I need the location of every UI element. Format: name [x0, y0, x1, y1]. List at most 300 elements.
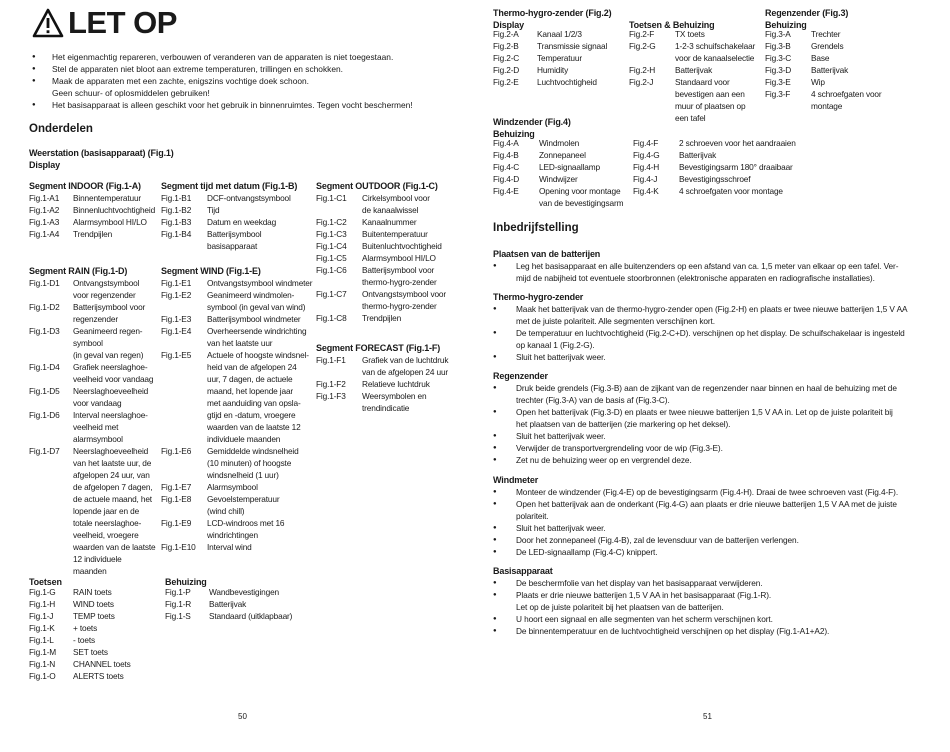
figure-description: 2 schroeven voor het aandraaien — [679, 138, 796, 148]
step-item — [493, 522, 898, 534]
list-item — [161, 337, 316, 349]
list-item — [765, 100, 915, 112]
bullet-icon: ● — [32, 54, 36, 60]
list-item — [161, 529, 316, 541]
bullet-icon: ● — [493, 445, 497, 451]
figure-ref: Fig.1-B3 — [161, 217, 192, 227]
list-item — [161, 385, 316, 397]
list-item — [629, 52, 764, 64]
bullet-icon: ● — [493, 537, 497, 543]
figure-ref: Fig.1-C1 — [316, 193, 347, 203]
figure-description: Batterijsymbool — [207, 229, 262, 239]
bullet-icon: ● — [493, 592, 497, 598]
list-item — [316, 312, 466, 324]
batteries-title: Plaatsen van de batterijen — [493, 249, 601, 259]
list-item — [316, 204, 466, 216]
figure-ref: Fig.1-B2 — [161, 205, 192, 215]
figure-ref: Fig.4-H — [633, 162, 660, 172]
list-item — [29, 658, 159, 670]
figure-description: Kanaal 1/2/3 — [537, 29, 582, 39]
list-item — [165, 586, 315, 598]
figure-ref: Fig.1-C6 — [316, 265, 347, 275]
step-text: Maak het batterijvak van de thermo-hygro-zender open (Fig.2-H) en plaats er twee nieuwe batterijen 1,5 V AA — [516, 304, 908, 314]
step-text: De LED-signaallamp (Fig.4-C) knippert. — [516, 547, 658, 557]
figure-ref: Fig.1-R — [165, 599, 192, 609]
list-item — [29, 646, 159, 658]
page-number: 50 — [238, 712, 247, 721]
figure-description: Zonnepaneel — [539, 150, 586, 160]
figure-description: voor vandaag — [73, 398, 122, 408]
figure-description: Relatieve luchtdruk — [362, 379, 430, 389]
list-item — [29, 493, 164, 505]
bullet-icon: ● — [493, 628, 497, 634]
figure-ref: Fig.4-K — [633, 186, 659, 196]
list-item — [29, 529, 164, 541]
list-item — [29, 586, 159, 598]
figure-description: maanden — [73, 566, 107, 576]
wind-sender-list-left — [493, 137, 633, 209]
rain-title: Segment RAIN (Fig.1-D) — [29, 266, 128, 276]
figure-description: 12 individuele — [73, 554, 122, 564]
step-item — [493, 382, 897, 406]
figure-ref: Fig.4-E — [493, 186, 519, 196]
figure-description: Tijd — [207, 205, 220, 215]
figure-description: (wind chill) — [207, 506, 245, 516]
figure-description: symbool (in geval van wind) — [207, 302, 306, 312]
bullet-icon: ● — [493, 549, 497, 555]
list-item — [316, 402, 466, 414]
list-item — [29, 325, 164, 337]
page-number: 51 — [703, 712, 712, 721]
list-item — [161, 228, 311, 240]
list-item — [316, 240, 466, 252]
figure-description: Geanimeerd regen- — [73, 326, 143, 336]
figure-ref: Fig.1-E8 — [161, 494, 192, 504]
figure-description: SET toets — [73, 647, 108, 657]
step-text: Open het batterijvak aan de onderkant (Fig.4-G) aan plaats er drie nieuwe batterijen 1,5 V AA met de juiste — [516, 499, 897, 509]
figure-ref: Fig.1-N — [29, 659, 56, 669]
figure-description: van de afgelopen 24 uur — [362, 367, 449, 377]
list-item — [161, 192, 311, 204]
figure-ref: Fig.1-G — [29, 587, 56, 597]
wind-steps — [493, 486, 898, 558]
bullet-icon: ● — [493, 409, 497, 415]
list-item — [765, 76, 915, 88]
thermo-display-label: Display — [493, 20, 524, 30]
step-text: trechter (Fig.3-A) van de basis af (Fig.3-C). — [516, 395, 670, 405]
list-item — [316, 288, 466, 300]
figure-description: Trendpijlen — [73, 229, 113, 239]
figure-description: uur, 7 dagen, de actuele — [207, 374, 293, 384]
figure-ref: Fig.1-D2 — [29, 302, 60, 312]
indoor-title: Segment INDOOR (Fig.1-A) — [29, 181, 141, 191]
figure-ref: Fig.1-L — [29, 635, 54, 645]
figure-description: Opening voor montage — [539, 186, 621, 196]
list-item — [765, 28, 915, 40]
list-item — [161, 325, 316, 337]
list-item — [29, 204, 164, 216]
figure-description: Alarmsymbool HI/LO — [362, 253, 436, 263]
figure-ref: Fig.1-E1 — [161, 278, 192, 288]
figure-description: Buitentemperatuur — [362, 229, 428, 239]
figure-description: veelheid, vroegere — [73, 530, 139, 540]
step-text: Sluit het batterijvak weer. — [516, 523, 606, 533]
figure-ref: Fig.3-D — [765, 65, 792, 75]
list-item — [316, 390, 466, 402]
step-text: De beschermfolie van het display van het basisapparaat verwijderen. — [516, 578, 763, 588]
bullet-icon: ● — [493, 433, 497, 439]
list-item — [161, 445, 316, 457]
step-item — [493, 327, 907, 351]
list-item — [29, 445, 164, 457]
list-item — [29, 349, 164, 361]
figure-ref: Fig.1-A4 — [29, 229, 60, 239]
list-item — [161, 373, 316, 385]
bullet-icon: ● — [493, 263, 497, 269]
step-item — [493, 351, 907, 363]
figure-description: Alarmsymbool HI/LO — [73, 217, 147, 227]
step-text: Druk beide grendels (Fig.3-B) aan de zijkant van de regenzender naar binnen en haal de behuizing met de — [516, 383, 897, 393]
figure-ref: Fig.1-E6 — [161, 446, 192, 456]
list-item — [29, 313, 164, 325]
list-item — [493, 40, 628, 52]
list-item — [29, 277, 164, 289]
wind-sub-title: Windmeter — [493, 475, 539, 485]
figure-ref: Fig.2-C — [493, 53, 520, 63]
step-text: De temperatuur en luchtvochtigheid (Fig.2-C+D). verschijnen op het display. De schuifschakelaar is ingesteld — [516, 328, 905, 338]
rain-sub-title: Regenzender — [493, 371, 548, 381]
list-item — [629, 112, 764, 124]
figure-ref: Fig.2-B — [493, 41, 519, 51]
list-item — [633, 185, 813, 197]
right-page — [475, 0, 950, 752]
figure-ref: Fig.1-J — [29, 611, 54, 621]
step-item — [493, 577, 829, 589]
thermo-title: Thermo-hygro-zender (Fig.2) — [493, 8, 612, 18]
list-item — [161, 301, 316, 313]
step-text: Let op de juiste polariteit bij het plaatsen van de batterijen. — [516, 602, 724, 612]
figure-ref: Fig.1-F1 — [316, 355, 346, 365]
list-item — [633, 161, 813, 173]
figure-ref: Fig.2-E — [493, 77, 519, 87]
figure-description: Luchtvochtigheid — [537, 77, 597, 87]
figure-description: Batterijsymbool windmeter — [207, 314, 301, 324]
list-item — [29, 385, 164, 397]
list-item — [629, 76, 764, 88]
list-item — [629, 88, 764, 100]
warning-text: Maak de apparaten met een zachte, enigszins vochtige doek schoon. — [52, 76, 309, 86]
list-item — [316, 216, 466, 228]
list-item — [29, 481, 164, 493]
warning-triangle-icon — [32, 8, 64, 38]
rain-sender-list — [765, 28, 915, 112]
list-item — [161, 361, 316, 373]
figure-description: Standaard voor — [675, 77, 730, 87]
thermo-keys-list — [629, 28, 764, 124]
housing-title: Behuizing — [165, 577, 207, 587]
figure-description: DCF-ontvangstsymbool — [207, 193, 291, 203]
figure-description: TEMP toets — [73, 611, 115, 621]
keys-title: Toetsen — [29, 577, 62, 587]
list-item — [29, 361, 164, 373]
figure-description: van de bevestigingsarm — [539, 198, 624, 208]
figure-description: gtijd en -datum, vroegere — [207, 410, 296, 420]
figure-description: heid van de afgelopen 24 — [207, 362, 297, 372]
time-title: Segment tijd met datum (Fig.1-B) — [161, 181, 298, 191]
figure-ref: Fig.4-G — [633, 150, 660, 160]
indoor-list — [29, 192, 164, 240]
bullet-icon: ● — [32, 78, 36, 84]
figure-ref: Fig.1-D3 — [29, 326, 60, 336]
list-item — [161, 541, 316, 553]
figure-description: de kanaalwissel — [362, 205, 419, 215]
list-item — [765, 64, 915, 76]
figure-description: Windwijzer — [539, 174, 578, 184]
list-item — [316, 228, 466, 240]
page-title: LET OP — [68, 5, 177, 40]
figure-description: Grendels — [811, 41, 844, 51]
figure-ref: Fig.1-P — [165, 587, 191, 597]
step-text: polariteit. — [516, 511, 549, 521]
list-item — [161, 277, 316, 289]
figure-description: thermo-hygro-zender — [362, 301, 437, 311]
bullet-icon: ● — [493, 525, 497, 531]
list-item — [29, 505, 164, 517]
bullet-icon: ● — [32, 102, 36, 108]
figure-description: Neerslaghoeveelheid — [73, 446, 149, 456]
figure-ref: Fig.1-D1 — [29, 278, 60, 288]
step-item — [493, 486, 898, 498]
forecast-list — [316, 354, 466, 414]
figure-description: Datum en weekdag — [207, 217, 277, 227]
step-item — [493, 625, 829, 637]
figure-ref: Fig.1-C8 — [316, 313, 347, 323]
figure-description: WIND toets — [73, 599, 114, 609]
figure-description: maand, het lopende jaar — [207, 386, 294, 396]
figure-description: Gemiddelde windsnelheid — [207, 446, 299, 456]
list-item — [29, 433, 164, 445]
figure-description: Batterijvak — [209, 599, 247, 609]
figure-description: symbool — [73, 338, 103, 348]
figure-description: basisapparaat — [207, 241, 258, 251]
figure-ref: Fig.4-C — [493, 162, 520, 172]
figure-ref: Fig.2-G — [629, 41, 656, 51]
list-item — [29, 373, 164, 385]
step-text: U hoort een signaal en alle segmenten van het scherm verschijnen kort. — [516, 614, 773, 624]
list-item — [633, 149, 813, 161]
step-item — [493, 406, 897, 430]
display-label: Display — [29, 160, 60, 170]
figure-description: de actuele maand, het — [73, 494, 152, 504]
wind-housing-label: Behuizing — [493, 129, 535, 139]
step-text: Open het batterijvak (Fig.3-D) en plaats er twee nieuwe batterijen 1,5 V AA in. Let op de juiste polariteit bij — [516, 407, 893, 417]
figure-description: montage — [811, 101, 843, 111]
figure-description: CHANNEL toets — [73, 659, 131, 669]
warning-text: Stel de apparaten niet bloot aan extreme temperaturen, trillingen en schokken. — [52, 64, 343, 74]
step-text: Door het zonnepaneel (Fig.4-B), zal de levensduur van de batterijen verlengen. — [516, 535, 799, 545]
figure-ref: Fig.1-A3 — [29, 217, 60, 227]
list-item — [161, 469, 316, 481]
figure-ref: Fig.3-E — [765, 77, 791, 87]
step-text: Sluit het batterijvak weer. — [516, 431, 606, 441]
figure-description: Humidity — [537, 65, 569, 75]
figure-description: voor de kanaalselectie — [675, 53, 755, 63]
figure-description: windsnelheid (1 uur) — [207, 470, 279, 480]
list-item — [161, 240, 311, 252]
figure-ref: Fig.1-M — [29, 647, 57, 657]
station-title: Weerstation (basisapparaat) (Fig.1) — [29, 148, 174, 158]
figure-description: - toets — [73, 635, 96, 645]
step-text: Leg het basisapparaat en alle buitenzenders op een afstand van ca. 1,5 meter van elkaar op een tafel. Ver- — [516, 261, 899, 271]
list-item — [29, 553, 164, 565]
section-heading-onderdelen: Onderdelen — [29, 123, 93, 135]
figure-description: Standaard (uitklapbaar) — [209, 611, 293, 621]
figure-ref: Fig.1-D6 — [29, 410, 60, 420]
figure-description: veelheid met — [73, 422, 119, 432]
figure-description: waarden van de laatste 12 — [207, 422, 301, 432]
figure-ref: Fig.1-B1 — [161, 193, 192, 203]
list-item — [161, 505, 316, 517]
wind-list — [161, 277, 316, 553]
figure-ref: Fig.1-E5 — [161, 350, 192, 360]
figure-description: Ontvangstsymbool — [73, 278, 140, 288]
list-item — [29, 421, 164, 433]
list-item — [161, 397, 316, 409]
list-item — [493, 161, 633, 173]
bullet-icon: ● — [493, 580, 497, 586]
figure-description: 4 schroefgaten voor montage — [679, 186, 783, 196]
bullet-icon: ● — [493, 306, 497, 312]
list-item — [29, 670, 159, 682]
bullet-icon: ● — [493, 354, 497, 360]
list-item — [29, 517, 164, 529]
figure-description: de afgelopen 7 dagen, — [73, 482, 153, 492]
figure-ref: Fig.3-B — [765, 41, 791, 51]
figure-ref: Fig.4-F — [633, 138, 659, 148]
figure-description: ALERTS toets — [73, 671, 124, 681]
figure-ref: Fig.1-K — [29, 623, 55, 633]
figure-description: Batterijsymbool voor — [362, 265, 435, 275]
figure-description: trendindicatie — [362, 403, 410, 413]
step-text: met de juiste polariteit. Alle segmenten verschijnen kort. — [516, 316, 715, 326]
rain-housing-label: Behuizing — [765, 20, 807, 30]
figure-description: Trendpijlen — [362, 313, 402, 323]
figure-description: LED-signaallamp — [539, 162, 600, 172]
list-item — [165, 610, 315, 622]
list-item — [493, 52, 628, 64]
list-item — [29, 610, 159, 622]
step-text: Verwijder de transportvergrendeling voor de wip (Fig.3-E). — [516, 443, 723, 453]
figure-description: Actuele of hoogste windsnel- — [207, 350, 309, 360]
bullet-icon: ● — [493, 457, 497, 463]
figure-description: Weersymbolen en — [362, 391, 427, 401]
bullet-icon: ● — [493, 489, 497, 495]
figure-ref: Fig.1-A1 — [29, 193, 60, 203]
figure-description: Neerslaghoeveelheid — [73, 386, 149, 396]
list-item — [493, 173, 633, 185]
figure-description: Kanaalnummer — [362, 217, 417, 227]
housing-list — [165, 586, 315, 622]
step-item — [493, 498, 898, 522]
figure-ref: Fig.4-J — [633, 174, 658, 184]
figure-description: (in geval van regen) — [73, 350, 144, 360]
figure-description: Temperatuur — [537, 53, 582, 63]
step-item — [493, 442, 897, 454]
figure-ref: Fig.2-H — [629, 65, 656, 75]
figure-description: Gevoelstemperatuur — [207, 494, 280, 504]
list-item — [493, 185, 633, 197]
figure-description: Binnentemperatuur — [73, 193, 142, 203]
thermo-steps — [493, 303, 907, 363]
step-item — [493, 546, 898, 558]
list-item — [29, 289, 164, 301]
list-item — [316, 264, 466, 276]
figure-description: + toets — [73, 623, 98, 633]
list-item — [629, 100, 764, 112]
list-item — [29, 337, 164, 349]
list-item — [161, 289, 316, 301]
figure-description: Buitenluchtvochtigheid — [362, 241, 442, 251]
keys-list — [29, 586, 159, 682]
list-item — [316, 276, 466, 288]
forecast-title: Segment FORECAST (Fig.1-F) — [316, 343, 441, 353]
list-item — [493, 197, 633, 209]
figure-ref: Fig.1-E4 — [161, 326, 192, 336]
list-item — [316, 366, 466, 378]
batteries-steps — [493, 260, 898, 284]
list-item — [29, 634, 159, 646]
step-item — [493, 454, 897, 466]
figure-ref: Fig.1-C3 — [316, 229, 347, 239]
figure-description: afgelopen 24 uur, van — [73, 470, 150, 480]
figure-description: Alarmsymbool — [207, 482, 258, 492]
figure-description: van het laatste uur, de — [73, 458, 152, 468]
figure-description: een tafel — [675, 113, 706, 123]
step-text: het plaatsen van de batterijen (zie markering op het deksel). — [516, 419, 731, 429]
figure-description: lopende jaar en de — [73, 506, 140, 516]
list-item — [161, 216, 311, 228]
figure-description: LCD-windroos met 16 — [207, 518, 285, 528]
figure-ref: Fig.2-J — [629, 77, 654, 87]
list-item — [316, 378, 466, 390]
list-item — [493, 28, 628, 40]
figure-description: Grafiek van de luchtdruk — [362, 355, 449, 365]
figure-ref: Fig.1-C5 — [316, 253, 347, 263]
step-text: Monteer de windzender (Fig.4-E) op de bevestigingsarm (Fig.4-H). Draai de twee schroeven vast (Fig.4-F). — [516, 487, 899, 497]
figure-ref: Fig.1-A2 — [29, 205, 60, 215]
figure-description: totale neerslaghoe- — [73, 518, 142, 528]
list-item — [316, 252, 466, 264]
list-item — [29, 469, 164, 481]
figure-description: Base — [811, 53, 830, 63]
list-item — [29, 216, 164, 228]
figure-description: veelheid voor vandaag — [73, 374, 154, 384]
figure-description: windrichtingen — [207, 530, 258, 540]
figure-description: bevestigen aan een — [675, 89, 745, 99]
figure-ref: Fig.2-F — [629, 29, 655, 39]
list-item — [29, 409, 164, 421]
list-item — [29, 541, 164, 553]
figure-ref: Fig.4-B — [493, 150, 519, 160]
figure-description: Batterijsymbool voor — [73, 302, 146, 312]
list-item — [161, 349, 316, 361]
figure-ref: Fig.3-A — [765, 29, 791, 39]
step-text: Sluit het batterijvak weer. — [516, 352, 606, 362]
figure-description: Interval wind — [207, 542, 252, 552]
list-item — [29, 598, 159, 610]
figure-ref: Fig.3-C — [765, 53, 792, 63]
warning-text: Geen schuur- of oplosmiddelen gebruiken! — [52, 88, 210, 98]
